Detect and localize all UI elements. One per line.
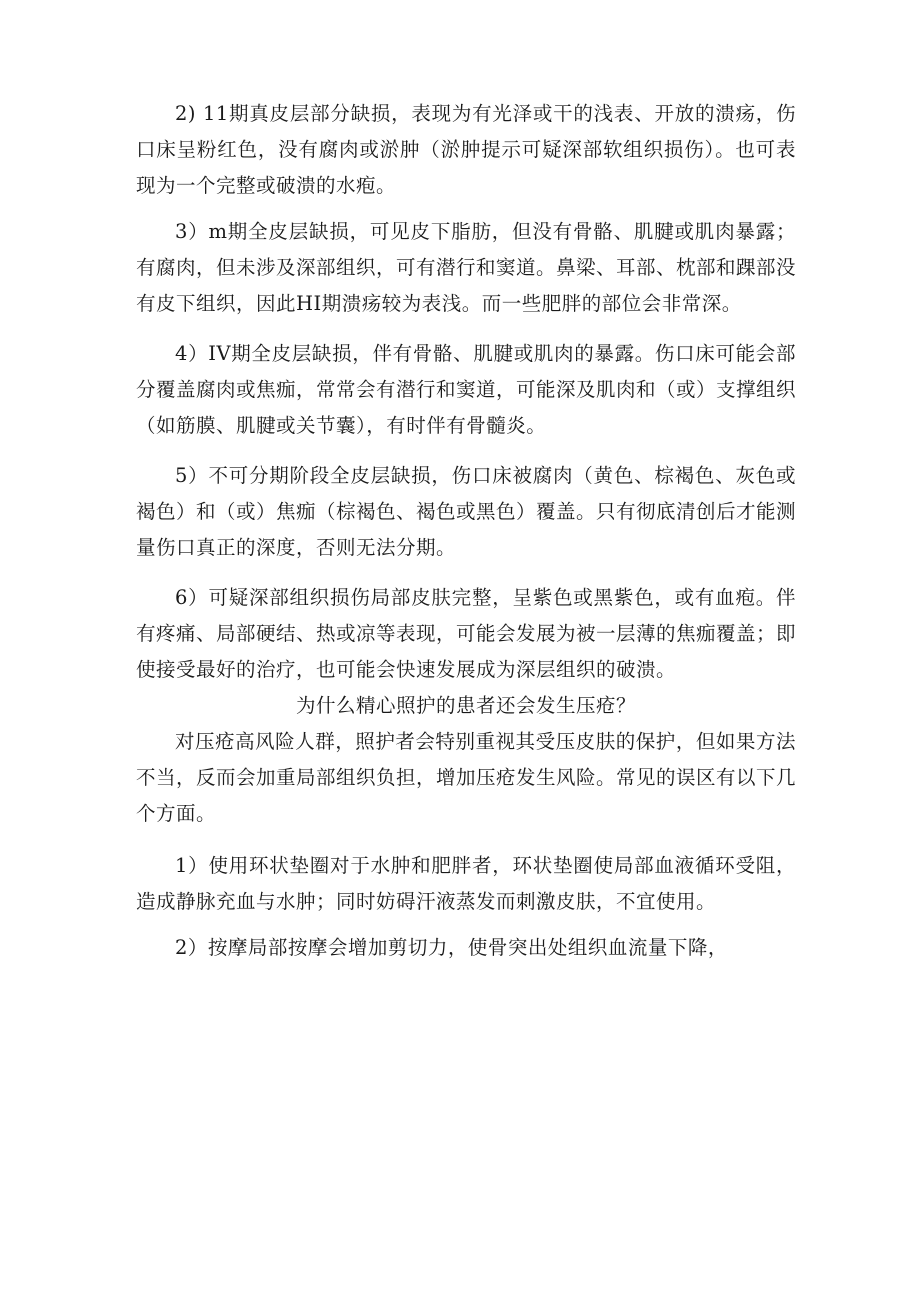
document-page [136,96,796,966]
section-heading: 为什么精心照护的患者还会发生压疮？ [295,694,636,717]
paragraph-deep-tissue-injury: 6）可疑深部组织损伤局部皮肤完整，呈紫色或黑紫色，或有血疱。伴有疼痛、局部硬结、热或凉等表现，可能会发展为被一层薄的焦痂覆盖；即使接受最好的治疗，也可能会快速发展成为深层组织的破溃。 [136,586,797,681]
paragraph-misconception-2: 2）按摩局部按摩会增加剪切力，使骨突出处组织血流量下降， [175,936,728,959]
paragraph-stage-4: 4）IV期全皮层缺损，伴有骨骼、肌腱或肌肉的暴露。伤口床可能会部分覆盖腐肉或焦痂，常常会有潜行和窦道，可能深及肌肉和（或）支撑组织（如筋膜、肌腱或关节囊），有时伴有骨髓炎。 [136,342,797,437]
paragraph-stage-2: 2) 11期真皮层部分缺损，表现为有光泽或干的浅表、开放的溃疡，伤口床呈粉红色，没有腐肉或淤肿（淤肿提示可疑深部软组织损伤）。也可表现为一个完整或破溃的水疱。 [136,102,796,197]
paragraph-stage-3: 3）m期全皮层缺损，可见皮下脂肪，但没有骨骼、肌腱或肌肉暴露；有腐肉，但未涉及深部组织，可有潜行和窦道。鼻梁、耳部、枕部和踝部没有皮下组织，因此HI期溃疡较为表浅。而一些肥胖的部位会非常深。 [136,220,797,315]
paragraph-misconception-1: 1）使用环状垫圈对于水肿和肥胖者，环状垫圈使局部血液循环受阻，造成静脉充血与水肿；同时妨碍汗液蒸发而刺激皮肤，不宜使用。 [136,854,796,913]
paragraph-unstageable: 5）不可分期阶段全皮层缺损，伤口床被腐肉（黄色、棕褐色、灰色或褐色）和（或）焦痂（棕褐色、褐色或黑色）覆盖。只有彻底清创后才能测量伤口真正的深度，否则无法分期。 [136,464,797,559]
paragraph-intro: 对压疮高风险人群，照护者会特别重视其受压皮肤的保护，但如果方法不当，反而会加重局部组织负担，增加压疮发生风险。常见的误区有以下几个方面。 [136,730,797,825]
